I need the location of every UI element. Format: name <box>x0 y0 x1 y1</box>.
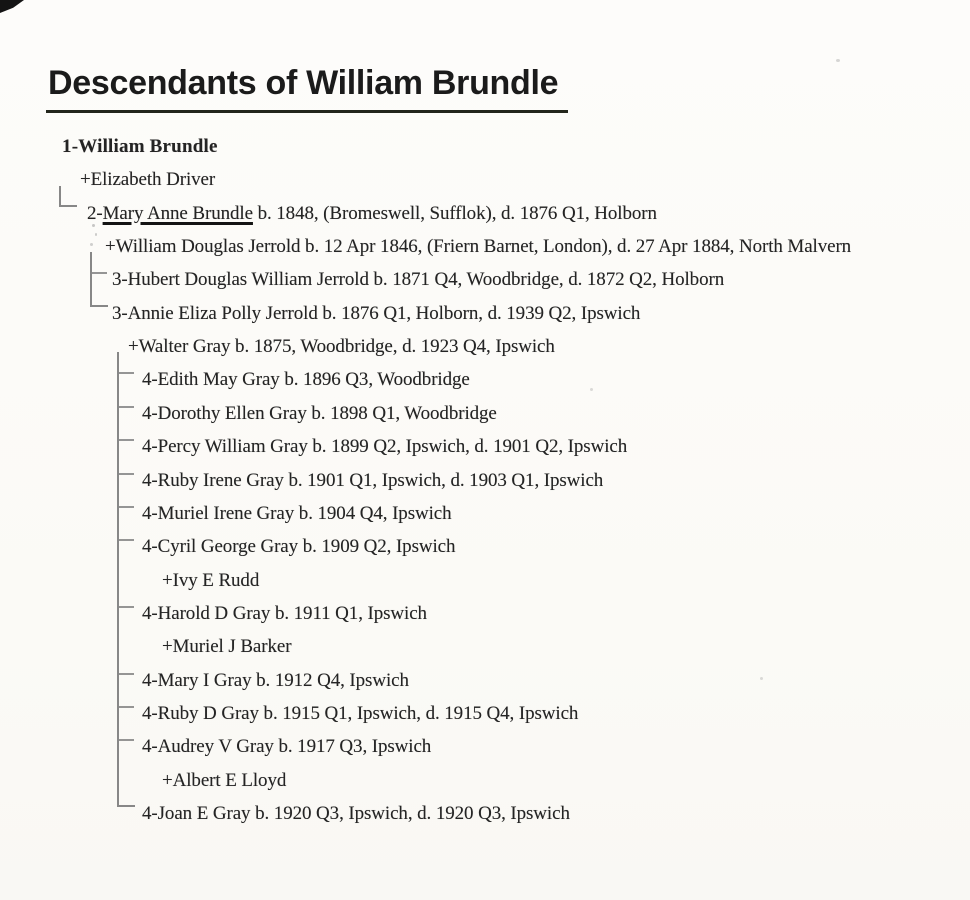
entry-text: 4-Harold D Gray b. 1911 Q1, Ipswich <box>142 602 427 624</box>
entry-text: 4-Ruby Irene Gray b. 1901 Q1, Ipswich, d. 1903 Q1, Ipswich <box>142 469 604 491</box>
entry-text: +Ivy E Rudd <box>162 569 260 591</box>
tree-connector-tick <box>119 506 134 508</box>
entry-text: +Muriel J Barker <box>162 636 292 658</box>
person-entry <box>142 401 497 426</box>
entry-text: +William Douglas Jerrold b. 12 Apr 1846, (Friern Barnet, London), d. 27 Apr 1884, North Malvern <box>105 236 852 258</box>
person-entry <box>112 267 724 292</box>
page-title: Descendants of William Brundle <box>46 64 568 113</box>
entry-text: 4-Dorothy Ellen Gray b. 1898 Q1, Woodbridge <box>142 402 497 424</box>
tree-connector-tick <box>119 739 134 741</box>
person-entry <box>142 601 427 626</box>
tree-connector-tick <box>119 539 134 541</box>
person-entry <box>62 134 218 159</box>
entry-text: 3-Hubert Douglas William Jerrold b. 1871 Q4, Woodbridge, d. 1872 Q2, Holborn <box>112 269 725 291</box>
entry-text: b. 1848, (Bromeswell, Sufflok), d. 1876 Q1, Holborn <box>252 202 657 224</box>
entry-text: 4-Ruby D Gray b. 1915 Q1, Ipswich, d. 1915 Q4, Ipswich <box>142 702 579 724</box>
person-entry <box>142 501 452 526</box>
person-entry <box>142 434 627 459</box>
tree-connector-tick <box>119 606 134 608</box>
tree-connector-level-2 <box>59 186 77 207</box>
entry-text: 4-Percy William Gray b. 1899 Q2, Ipswich, d. 1901 Q2, Ipswich <box>142 436 628 458</box>
spouse-entry <box>128 334 555 359</box>
underlined-name: Mary Anne Brundle <box>102 202 253 224</box>
spouse-entry <box>162 634 291 659</box>
person-entry <box>142 734 431 759</box>
tree-connector-tick <box>119 439 134 441</box>
tree-connector-tick <box>92 272 107 274</box>
spouse-entry <box>162 768 286 793</box>
tree-connector-tick <box>119 372 134 374</box>
entry-text: 2- <box>87 202 103 224</box>
entry-text: 4-Audrey V Gray b. 1917 Q3, Ipswich <box>142 736 432 758</box>
tree-connector-tick <box>119 406 134 408</box>
tree-connector-tick <box>119 673 134 675</box>
person-entry <box>87 201 657 226</box>
spouse-entry <box>105 234 851 259</box>
entry-text: +Elizabeth Driver <box>80 169 216 191</box>
person-entry <box>142 701 578 726</box>
entry-text: 1-William Brundle <box>62 136 218 157</box>
spouse-entry <box>162 568 259 593</box>
person-entry <box>142 468 603 493</box>
entry-text: 4-Mary I Gray b. 1912 Q4, Ipswich <box>142 669 409 691</box>
tree-connector-tick <box>119 706 134 708</box>
entry-text: 4-Joan E Gray b. 1920 Q3, Ipswich, d. 1920 Q3, Ipswich <box>142 803 570 824</box>
person-entry <box>142 668 409 693</box>
tree-connector-level-3 <box>90 252 108 306</box>
person-entry <box>142 367 470 392</box>
entry-text: 4-Muriel Irene Gray b. 1904 Q4, Ipswich <box>142 502 452 524</box>
entry-text: 3-Annie Eliza Polly Jerrold b. 1876 Q1, Holborn, d. 1939 Q2, Ipswich <box>112 302 641 324</box>
person-entry <box>142 801 570 826</box>
entry-text: +Albert E Lloyd <box>162 769 287 791</box>
entry-text: 4-Cyril George Gray b. 1909 Q2, Ipswich <box>142 536 456 558</box>
entry-text: 4-Edith May Gray b. 1896 Q3, Woodbridge <box>142 369 470 391</box>
spouse-entry <box>80 167 215 192</box>
person-entry <box>112 301 640 326</box>
person-entry <box>142 534 455 559</box>
entry-text: +Walter Gray b. 1875, Woodbridge, d. 1923 Q4, Ipswich <box>128 336 555 358</box>
tree-connector-tick <box>119 473 134 475</box>
